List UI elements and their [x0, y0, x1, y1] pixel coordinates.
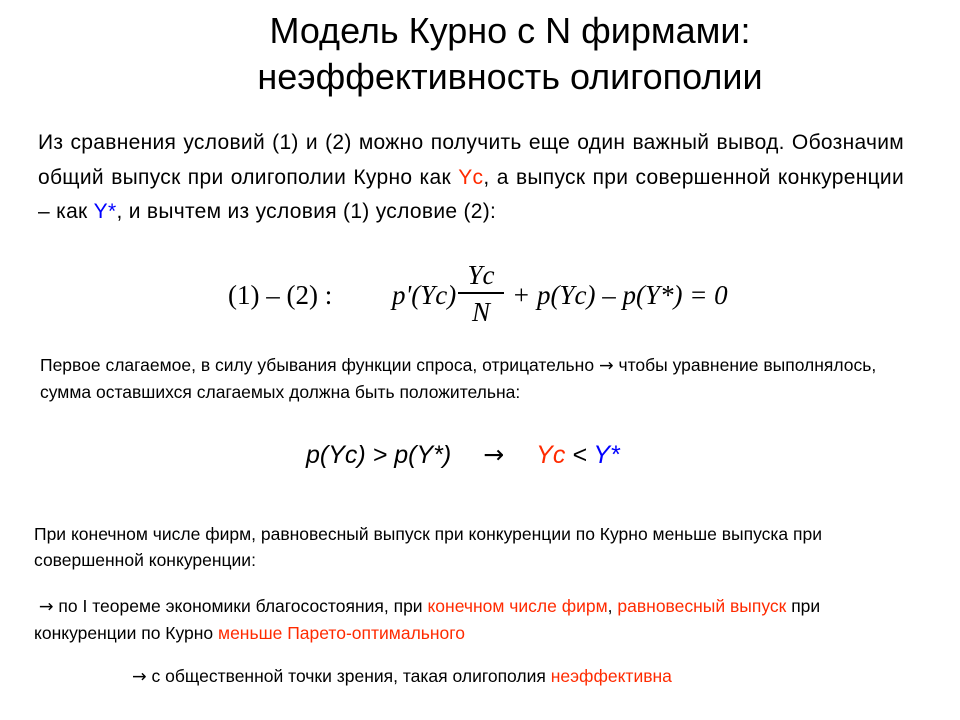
inequality-less-than: <	[565, 441, 594, 469]
para3-text-3: при конкуренции по Курно	[34, 596, 821, 643]
title-line-1: Модель Курно с N фирмами:	[269, 10, 751, 51]
equation-rest: + p(Yc) – p(Y*) = 0	[512, 280, 728, 310]
title-line-2: неэффективность олигополии	[257, 56, 763, 97]
right-arrow-icon: →	[132, 667, 147, 687]
right-arrow-icon: →	[598, 356, 614, 376]
fraction-denominator: N	[471, 296, 490, 327]
para1-text-2: чтобы уравнение выполнялось, сумма оставшихся слагаемых должна быть положительна:	[40, 355, 877, 402]
equation-term-derivative: p'(Yc)	[392, 280, 457, 310]
intro-paragraph	[38, 126, 904, 230]
paragraph-welfare-theorem	[34, 593, 914, 646]
equation-lhs: (1) – (2) :	[228, 280, 333, 310]
right-arrow-icon: →	[483, 440, 505, 469]
equation-fraction	[458, 260, 504, 328]
fraction-numerator: Yc	[467, 260, 495, 290]
inequality-yc: Yc	[536, 441, 566, 469]
para4-red-1: неэффективна	[550, 666, 672, 686]
paragraph-conclusion: При конечном числе фирм, равновесный выпуск при конкуренции по Курно меньше выпуска при совершенной конкуренции:	[34, 524, 822, 570]
para4-text-1: с общественной точки зрения, такая олигополия	[146, 666, 551, 686]
yc-term: Yc	[458, 165, 484, 189]
inequality-ystar: Y*	[593, 441, 620, 469]
inequality-left: p(Yc) > p(Y*)	[306, 441, 452, 469]
inequality-line	[306, 440, 620, 470]
para3-red-1: конечном числе фирм	[427, 596, 608, 616]
paragraph-first-term	[40, 352, 920, 405]
para3-text-1: по I теореме экономики благосостояния, при	[53, 596, 428, 616]
para3-red-2: равновесный выпуск	[617, 596, 787, 616]
paragraph-inefficiency	[132, 663, 932, 690]
intro-text-2: , а выпуск при совершенной конкуренции – как	[38, 165, 904, 223]
right-arrow-icon: →	[38, 597, 54, 617]
ystar-term: Y*	[93, 200, 117, 223]
intro-text-3: , и вычтем из условия (1) условие (2):	[116, 200, 497, 223]
difference-equation	[228, 256, 788, 336]
para1-text-1: Первое слагаемое, в силу убывания функции спроса, отрицательно	[40, 355, 599, 375]
intro-text-1: Из сравнения условий (1) и (2) можно получить еще один важный вывод. Обозначим общий выпуск при олигополии Курно как	[38, 131, 904, 189]
para3-red-3: меньше Парето-оптимального	[218, 623, 466, 643]
slide-title	[120, 8, 900, 100]
para3-text-2: ,	[607, 596, 618, 616]
fraction-bar	[458, 292, 504, 294]
